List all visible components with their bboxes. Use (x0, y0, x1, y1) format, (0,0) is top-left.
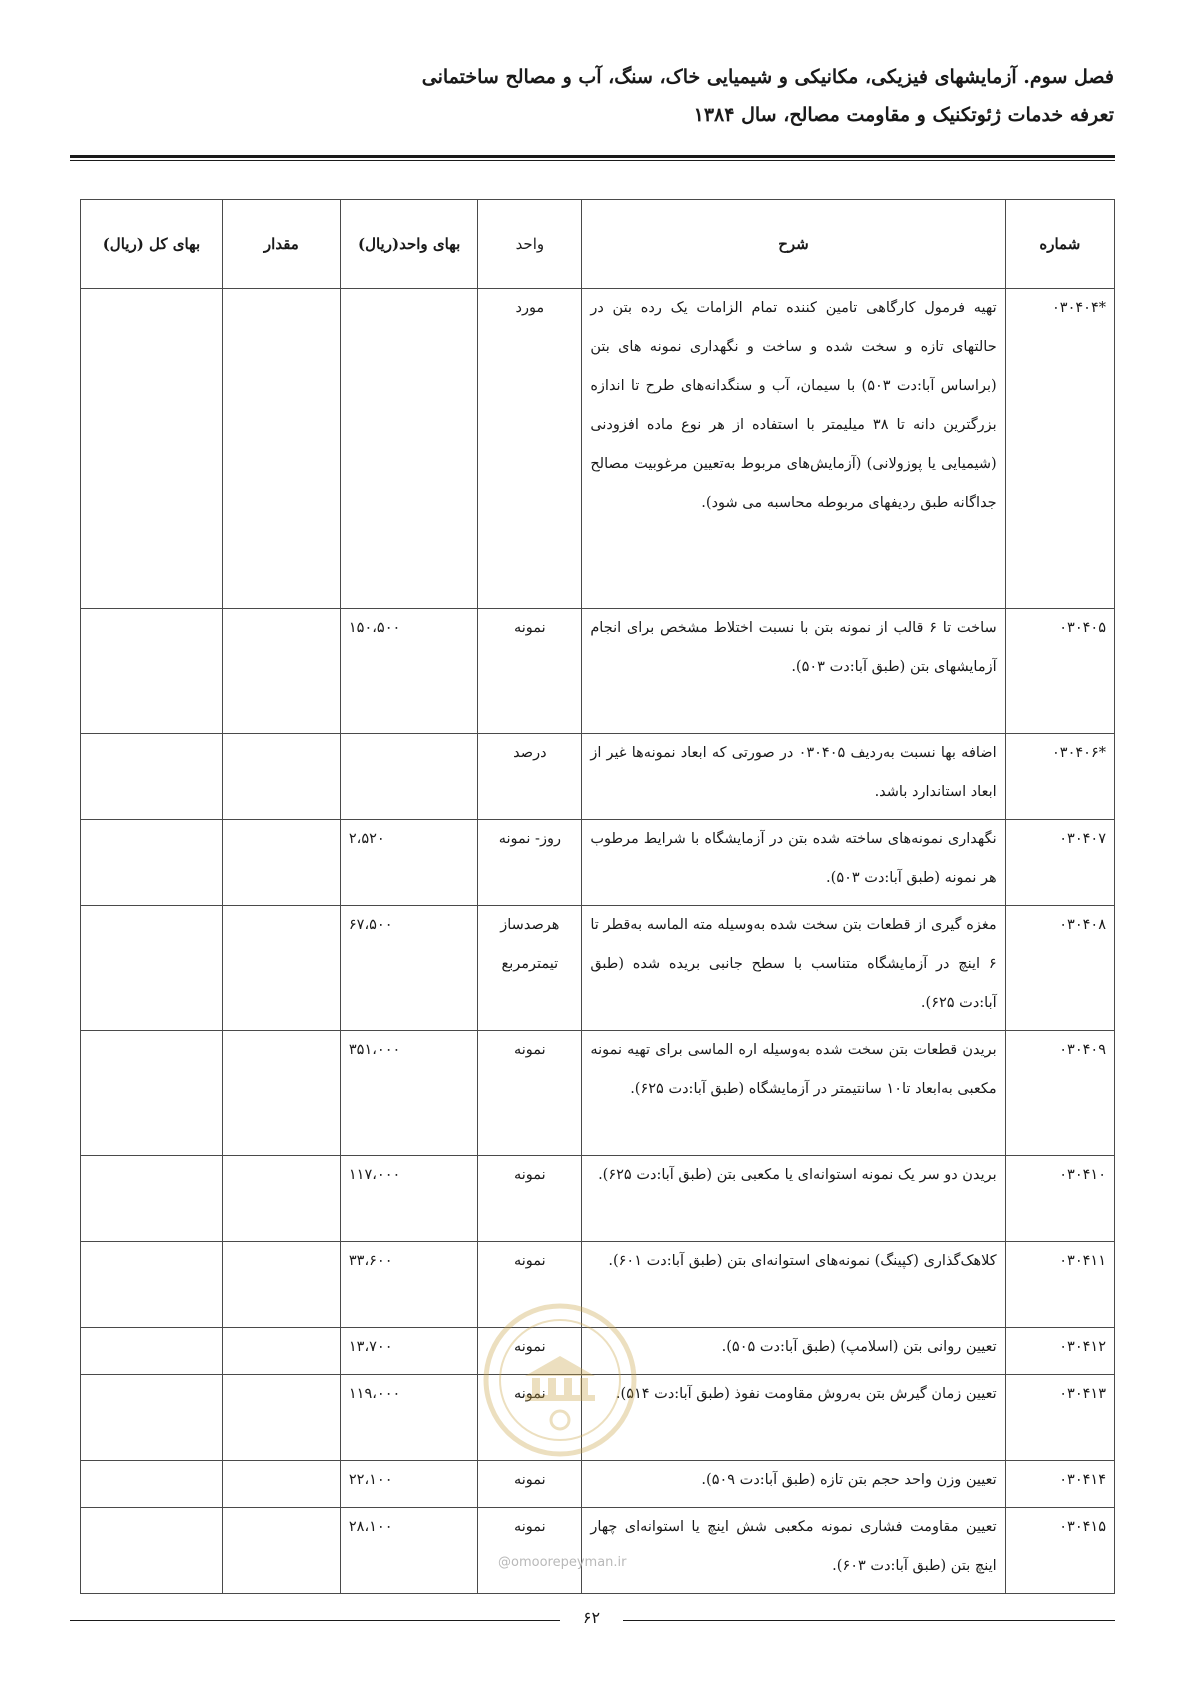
tariff-table (80, 199, 1115, 1594)
row-unit-price: ۲۲،۱۰۰ (340, 1461, 478, 1508)
row-unit-price: ۳۳،۶۰۰ (340, 1242, 478, 1328)
header-rule-thin (70, 160, 1115, 161)
table-row (81, 906, 1115, 1031)
row-unit-price: ۱۵۰،۵۰۰ (340, 609, 478, 734)
row-total (81, 1508, 223, 1594)
document-subtitle: تعرفه خدمات ژئوتکنیک و مقاومت مصالح، سال ۱۳۸۴ (693, 104, 1114, 126)
row-code: ۰۳۰۴۰۵ (1005, 609, 1114, 734)
col-header-qty: مقدار (222, 200, 340, 289)
row-description: نگهداری نمونه‌های ساخته شده بتن در آزمایشگاه با شرایط مرطوب هر نمونه (طبق آبا:دت ۵۰۳). (582, 820, 1005, 906)
row-unit-price (340, 734, 478, 820)
row-description: کلاهک‌گذاری (کپینگ) نمونه‌های استوانه‌ای بتن (طبق آبا:دت ۶۰۱). (582, 1242, 1005, 1328)
row-description: بریدن قطعات بتن سخت شده به‌وسیله اره الماسی برای تهیه نمونه مکعبی به‌ابعاد تا۱۰ سانتیمتر در آزمایشگاه (طبق آبا:دت ۶۲۵). (582, 1031, 1005, 1156)
row-code: ۰۳۰۴۱۰ (1005, 1156, 1114, 1242)
row-total (81, 289, 223, 609)
row-quantity (222, 1156, 340, 1242)
row-description: بریدن دو سر یک نمونه استوانه‌ای یا مکعبی بتن (طبق آبا:دت ۶۲۵). (582, 1156, 1005, 1242)
row-quantity (222, 289, 340, 609)
row-unit-price: ۲،۵۲۰ (340, 820, 478, 906)
col-header-unit: واحد (478, 200, 582, 289)
row-total (81, 1375, 223, 1461)
row-unit: نمونه (478, 1031, 582, 1156)
row-unit: روز- نمونه (478, 820, 582, 906)
row-total (81, 906, 223, 1031)
row-unit: نمونه (478, 1156, 582, 1242)
table-row (81, 1031, 1115, 1156)
col-header-code: شماره (1005, 200, 1114, 289)
row-code: ۰۳۰۴۰۸ (1005, 906, 1114, 1031)
row-unit: نمونه (478, 1461, 582, 1508)
table-row (81, 820, 1115, 906)
row-quantity (222, 1328, 340, 1375)
row-unit: نمونه (478, 1508, 582, 1594)
row-unit-price: ۶۷،۵۰۰ (340, 906, 478, 1031)
page-header (74, 58, 1114, 134)
row-code: ۰۳۰۴۱۱ (1005, 1242, 1114, 1328)
row-unit-price: ۱۳،۷۰۰ (340, 1328, 478, 1375)
row-description: تعیین مقاومت فشاری نمونه مکعبی شش اینچ یا استوانه‌ای چهار اینچ بتن (طبق آبا:دت ۶۰۳). (582, 1508, 1005, 1594)
row-unit: نمونه (478, 609, 582, 734)
row-code: ۰۳۰۴۱۵ (1005, 1508, 1114, 1594)
row-code: *۰۳۰۴۰۶ (1005, 734, 1114, 820)
row-description: ساخت تا ۶ قالب از نمونه بتن با نسبت اختلاط مشخص برای انجام آزمایشهای بتن (طبق آبا:دت ۵۰۳). (582, 609, 1005, 734)
row-code: ۰۳۰۴۱۲ (1005, 1328, 1114, 1375)
row-code: ۰۳۰۴۰۷ (1005, 820, 1114, 906)
row-unit: هرصدساز تیمترمربع (478, 906, 582, 1031)
row-total (81, 1031, 223, 1156)
table-header-row (81, 200, 1115, 289)
row-quantity (222, 1508, 340, 1594)
row-unit-price: ۲۸،۱۰۰ (340, 1508, 478, 1594)
table-row (81, 1461, 1115, 1508)
row-quantity (222, 1242, 340, 1328)
row-quantity (222, 734, 340, 820)
row-unit-price: ۱۱۹،۰۰۰ (340, 1375, 478, 1461)
row-description: تهیه فرمول کارگاهی تامین کننده تمام الزامات یک رده بتن در حالتهای تازه و سخت شده و ساخت و نگهداری نمونه های بتن (براساس آبا:دت ۵۰۳) با سیمان، آب و سنگدانه‌های طرح تا اندازه بزرگترین دانه تا ۳۸ میلیمتر با استفاده از هر نوع ماده افزودنی (شیمیایی یا پوزولانی) (آزمایش‌های مربوط به‌تعیین مرغوبیت مصالح جداگانه طبق ردیفهای مربوطه محاسبه می شود). (582, 289, 1005, 609)
footer-rule-right (623, 1620, 1115, 1621)
watermark-text: @omoorepeyman.ir (498, 1555, 627, 1570)
page-number: ۶۲ (582, 1608, 601, 1627)
table-row (81, 1242, 1115, 1328)
row-unit: مورد (478, 289, 582, 609)
chapter-title: فصل سوم. آزمایشهای فیزیکی، مکانیکی و شیمیایی خاک، سنگ، آب و مصالح ساختمانی (421, 66, 1114, 88)
table-row (81, 1156, 1115, 1242)
row-quantity (222, 820, 340, 906)
row-code: ۰۳۰۴۱۳ (1005, 1375, 1114, 1461)
row-description: تعیین وزن واحد حجم بتن تازه (طبق آبا:دت ۵۰۹). (582, 1461, 1005, 1508)
table-row (81, 1508, 1115, 1594)
row-unit: نمونه (478, 1242, 582, 1328)
col-header-total: بهای کل (ریال) (81, 200, 223, 289)
row-quantity (222, 906, 340, 1031)
row-total (81, 1461, 223, 1508)
table-row (81, 609, 1115, 734)
table-body (81, 289, 1115, 1594)
row-code: ۰۳۰۴۱۴ (1005, 1461, 1114, 1508)
header-rule-thick (70, 155, 1115, 158)
row-total (81, 1328, 223, 1375)
row-description: اضافه بها نسبت به‌ردیف ۰۳۰۴۰۵ در صورتی که ابعاد نمونه‌ها غیر از ابعاد استاندارد باشد. (582, 734, 1005, 820)
table-row (81, 1328, 1115, 1375)
row-total (81, 734, 223, 820)
row-unit-price (340, 289, 478, 609)
col-header-desc: شرح (582, 200, 1005, 289)
row-unit-price: ۳۵۱،۰۰۰ (340, 1031, 478, 1156)
table-row (81, 1375, 1115, 1461)
row-unit-price: ۱۱۷،۰۰۰ (340, 1156, 478, 1242)
row-unit: نمونه (478, 1328, 582, 1375)
row-total (81, 1156, 223, 1242)
row-total (81, 820, 223, 906)
row-quantity (222, 1031, 340, 1156)
row-quantity (222, 1375, 340, 1461)
footer-rule-left (70, 1620, 560, 1621)
row-unit: نمونه (478, 1375, 582, 1461)
row-description: تعیین روانی بتن (اسلامپ) (طبق آبا:دت ۵۰۵). (582, 1328, 1005, 1375)
row-code: ۰۳۰۴۰۹ (1005, 1031, 1114, 1156)
table-row (81, 734, 1115, 820)
col-header-unit-price: بهای واحد(ریال) (340, 200, 478, 289)
row-description: تعیین زمان گیرش بتن به‌روش مقاومت نفوذ (طبق آبا:دت ۵۱۴). (582, 1375, 1005, 1461)
row-quantity (222, 1461, 340, 1508)
row-total (81, 1242, 223, 1328)
table-row (81, 289, 1115, 609)
row-total (81, 609, 223, 734)
row-quantity (222, 609, 340, 734)
row-code: *۰۳۰۴۰۴ (1005, 289, 1114, 609)
row-description: مغزه گیری از قطعات بتن سخت شده به‌وسیله مته الماسه به‌قطر تا ۶ اینچ در آزمایشگاه متناسب با سطح جانبی بریده شده (طبق آبا:دت ۶۲۵). (582, 906, 1005, 1031)
row-unit: درصد (478, 734, 582, 820)
